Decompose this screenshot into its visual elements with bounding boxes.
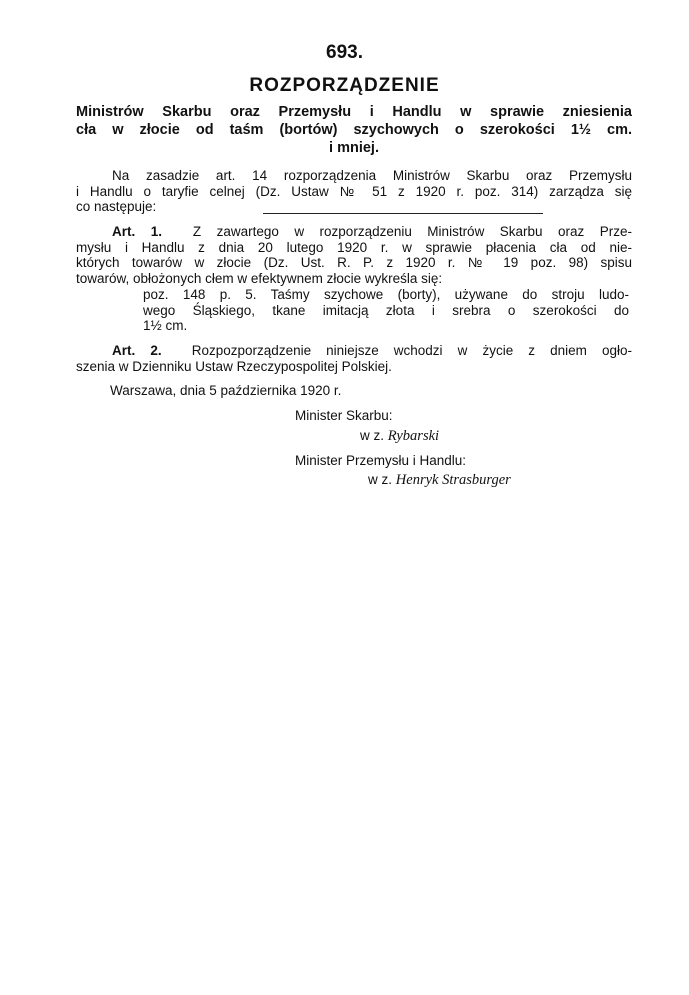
subtitle-line: cła w złocie od taśm (bortów) szychowych o szerokości 1½ cm. (76, 122, 632, 138)
preamble-line: Na zasadzie art. 14 rozporządzenia Ministrów Skarbu oraz Przemysłu (112, 168, 632, 183)
article-2-text: Rozpozporządzenie niniejsze wchodzi w życie z dniem ogło- (191, 343, 632, 358)
article-1-label: Art. 1. (112, 224, 162, 239)
article-2-line (76, 343, 632, 359)
article-2 (76, 343, 632, 374)
document-subtitle (76, 103, 632, 157)
signature-office-industry: Minister Przemysłu i Handlu: (295, 453, 467, 468)
preamble-line: i Handlu o taryfie celnej (Dz. Ustaw № 51 z 1920 r. poz. 314) zarządza się (76, 183, 632, 199)
article-1-text: Z zawartego w rozporządzeniu Ministrów Skarbu oraz Prze- (192, 224, 632, 239)
article-1 (76, 224, 632, 286)
article-1-item (143, 287, 629, 334)
subtitle-line: i mniej. (329, 140, 379, 156)
article-1-line (76, 224, 632, 240)
signature-industry (368, 472, 511, 489)
preamble-paragraph (76, 168, 632, 215)
subtitle-line: Ministrów Skarbu oraz Przemysłu i Handlu w sprawie zniesienia (76, 104, 632, 120)
preamble-line: co następuje: (76, 199, 157, 214)
item-line: 1½ cm. (143, 318, 188, 333)
article-2-line: szenia w Dzienniku Ustaw Rzeczypospolitej Polskiej. (76, 358, 392, 374)
signature-name: Henryk Strasburger (395, 472, 511, 488)
signature-office-treasury: Minister Skarbu: (295, 408, 393, 423)
signature-prefix: w z. (360, 428, 385, 443)
signature-prefix: w z. (368, 472, 393, 487)
document-title: ROZPORZĄDZENIE (249, 75, 440, 96)
signature-name: Rybarski (387, 428, 440, 444)
item-line: poz. 148 p. 5. Taśmy szychowe (borty), używane do stroju ludo- (143, 287, 629, 302)
underline-mark (263, 213, 543, 214)
article-1-line: których towarów w złocie (Dz. Ust. R. P. z 1920 r. № 19 poz. 98) spisu (76, 255, 632, 270)
page-number: 693. (326, 42, 363, 63)
article-1-line: mysłu i Handlu z dnia 20 lutego 1920 r. w sprawie płacenia cła od nie- (76, 239, 632, 255)
article-2-label: Art. 2. (112, 343, 162, 358)
date-line: Warszawa, dnia 5 października 1920 r. (110, 383, 342, 398)
signature-treasury (360, 428, 439, 445)
item-line: wego Śląskiego, tkane imitacją złota i srebra o szerokości do (143, 302, 629, 318)
article-1-line: towarów, obłożonych cłem w efektywnem złocie wykreśla się: (76, 270, 443, 286)
